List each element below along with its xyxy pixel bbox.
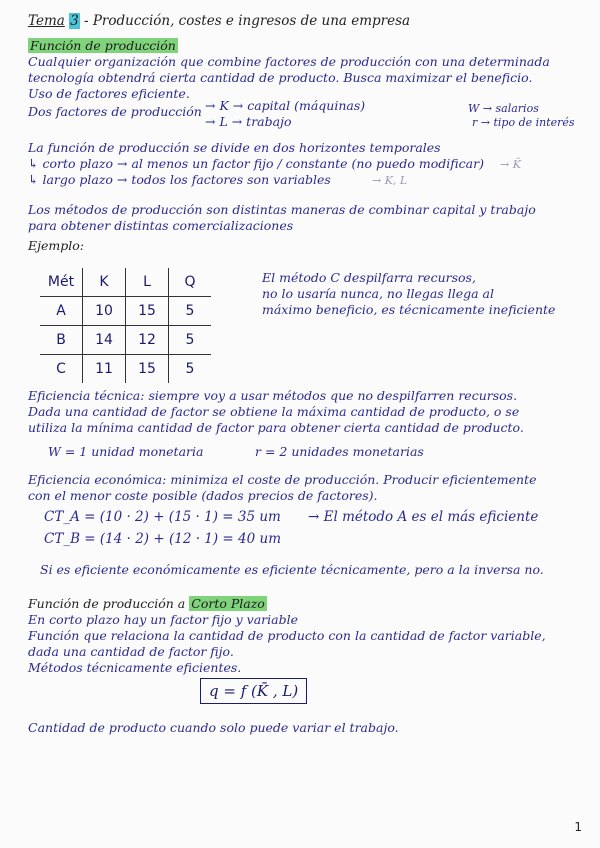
text-line: tecnología obtendrá cierta cantidad de producto. Busca maximizar el beneficio. xyxy=(28,70,533,85)
title-number: 3 xyxy=(70,13,79,29)
trabajo-line: → L → trabajo xyxy=(205,114,292,129)
ejemplo-label: Ejemplo: xyxy=(28,238,84,253)
table-cell: A xyxy=(40,297,83,326)
table-cell: 14 xyxy=(83,326,126,355)
table-cell: 5 xyxy=(169,297,212,326)
text-line: utiliza la mínima cantidad de factor para obtener cierta cantidad de producto. xyxy=(28,420,524,435)
page-number: 1 xyxy=(574,820,582,834)
text-line: con el menor coste posible (dados precios de factores). xyxy=(28,488,378,503)
table-cell: 15 xyxy=(126,355,169,384)
table-header-cell: Q xyxy=(169,268,212,297)
production-formula: q = f (K̄ , L) xyxy=(200,678,307,704)
method-c-note xyxy=(262,270,555,318)
methods-table xyxy=(40,268,211,383)
table-header-cell: K xyxy=(83,268,126,297)
text-line: Dada una cantidad de factor se obtiene la máxima cantidad de producto, o se xyxy=(28,404,520,419)
text-line: Función que relaciona la cantidad de producto con la cantidad de factor variable, xyxy=(28,628,546,643)
table-cell: 5 xyxy=(169,355,212,384)
r-value: r = 2 unidades monetarias xyxy=(255,444,424,459)
text-line: ↳ corto plazo → al menos un factor fijo / constante (no puedo modificar) xyxy=(28,156,484,171)
table-cell: 12 xyxy=(126,326,169,355)
text-line: Uso de factores eficiente. xyxy=(28,86,190,101)
table-cell: B xyxy=(40,326,83,355)
table-row xyxy=(40,297,211,326)
table-row xyxy=(40,355,211,384)
text-line: dada una cantidad de factor fijo. xyxy=(28,644,234,659)
text-line: para obtener distintas comercializaciones xyxy=(28,218,294,233)
salarios-note: W → salarios xyxy=(468,102,539,115)
text-line: La función de producción se divide en dos horizontes temporales xyxy=(28,140,441,155)
section-heading-corto-plazo xyxy=(28,596,267,611)
interes-note: r → tipo de interés xyxy=(472,116,575,129)
title-rest: - Producción, costes e ingresos de una empresa xyxy=(83,13,411,29)
margin-note: → K̄ xyxy=(500,158,521,171)
text-line: Cualquier organización que combine factores de producción con una determinada xyxy=(28,54,550,69)
table-header-row xyxy=(40,268,211,297)
text-line: Métodos técnicamente eficientes. xyxy=(28,660,242,675)
page-title xyxy=(28,14,410,29)
text-line: El método C despilfarra recursos, xyxy=(262,270,476,285)
text-line: no lo usaría nunca, no llegas llega al xyxy=(262,286,494,301)
cost-b: CT_B = (14 · 2) + (12 · 1) = 40 um xyxy=(44,531,282,547)
table-cell: 15 xyxy=(126,297,169,326)
capital-line: → K → capital (máquinas) xyxy=(205,98,366,113)
text-line: ↳ largo plazo → todos los factores son variables xyxy=(28,172,331,187)
table-header-cell: Mét xyxy=(40,268,83,297)
text-line: Los métodos de producción son distintas maneras de combinar capital y trabajo xyxy=(28,202,536,217)
table-cell: C xyxy=(40,355,83,384)
text-line: Cantidad de producto cuando solo puede variar el trabajo. xyxy=(28,720,399,735)
heading-highlight: Corto Plazo xyxy=(191,596,265,611)
heading-text: Función de producción a xyxy=(28,596,186,611)
text-line: En corto plazo hay un factor fijo y variable xyxy=(28,612,298,627)
cost-result: → El método A es el más eficiente xyxy=(308,509,539,525)
section-heading-produccion: Función de producción xyxy=(30,38,176,53)
table-row xyxy=(40,326,211,355)
table-header-cell: L xyxy=(126,268,169,297)
table-cell: 5 xyxy=(169,326,212,355)
text-line: Dos factores de producción xyxy=(28,104,202,119)
text-line: máximo beneficio, es técnicamente ineficiente xyxy=(262,302,556,317)
cost-a: CT_A = (10 · 2) + (15 · 1) = 35 um xyxy=(44,509,281,525)
w-value: W = 1 unidad monetaria xyxy=(48,444,204,459)
text-line: Si es eficiente económicamente es eficiente técnicamente, pero a la inversa no. xyxy=(40,562,544,577)
title-prefix: Tema xyxy=(28,13,65,29)
text-line: Eficiencia técnica: siempre voy a usar métodos que no despilfarren recursos. xyxy=(28,388,518,403)
table-cell: 10 xyxy=(83,297,126,326)
text-line: Eficiencia económica: minimiza el coste de producción. Producir eficientemente xyxy=(28,472,537,487)
margin-note: → K, L xyxy=(372,174,408,187)
table-cell: 11 xyxy=(83,355,126,384)
